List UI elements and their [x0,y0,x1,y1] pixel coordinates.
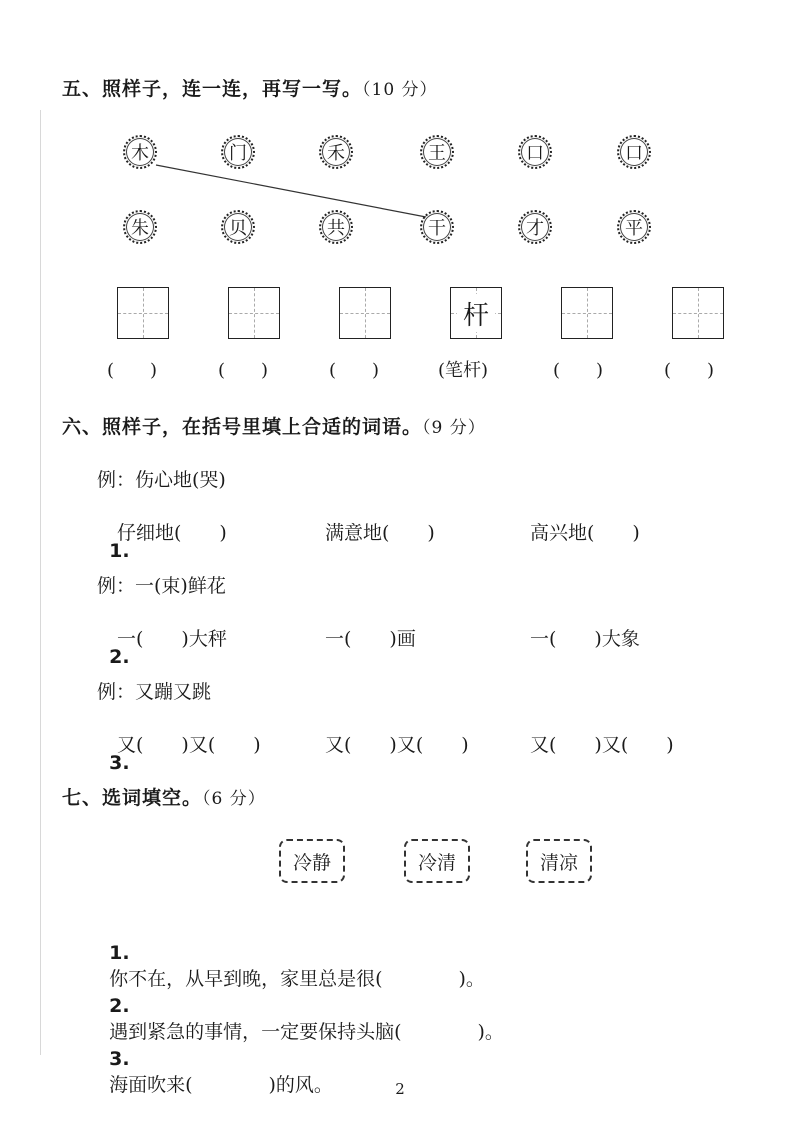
bottom-char-badge[interactable]: 才 [518,210,552,244]
example-line: 例：伤心地(哭) [97,469,226,491]
grid-example-char: 杆 [457,294,495,332]
section5-title: 五、照样子，连一连，再写一写。 [62,78,363,100]
section6-title: 六、照样子，在括号里填上合适的词语。 [62,416,423,438]
answer-blank[interactable]: ( ) [107,360,158,381]
question-text: 你不在，从早到晚，家里总是很( )。 [109,968,485,990]
bottom-char-badge[interactable]: 贝 [221,210,255,244]
fill-blank-item[interactable]: 一( )画 [325,628,416,650]
section6-heading [62,412,486,439]
top-char-badge[interactable]: 门 [221,135,255,169]
bottom-char-badge[interactable]: 共 [319,210,353,244]
example-line: 例：一(束)鲜花 [97,575,226,597]
answer-blank[interactable]: ( ) [329,360,380,381]
fill-blank-item[interactable]: 仔细地( ) [117,522,227,544]
word-choice-box[interactable]: 清凉 [526,839,592,883]
fill-blank-item[interactable]: 满意地( ) [325,522,435,544]
fill-blank-item[interactable]: 一( )大秤 [117,628,227,650]
question-number: 1. [109,540,130,562]
fill-blank-item[interactable]: 一( )大象 [530,628,640,650]
word-choice-box[interactable]: 冷清 [404,839,470,883]
fill-blank-item[interactable]: 又( )又( ) [530,734,674,756]
question-number: 1. [109,942,130,964]
question-number: 3. [109,752,130,774]
question-text: 海面吹来( )的风。 [109,1074,333,1096]
section7-points: （6 分） [202,789,266,809]
question-number: 2. [109,646,130,668]
top-char-badge[interactable]: 禾 [319,135,353,169]
section7-heading [62,783,266,810]
page-number: 2 [395,1080,405,1098]
bottom-char-badge[interactable]: 平 [617,210,651,244]
example-line: 例：又蹦又跳 [97,681,212,703]
top-char-badge[interactable]: 口 [617,135,651,169]
fill-blank-item[interactable]: 又( )又( ) [117,734,261,756]
top-char-badge[interactable]: 木 [123,135,157,169]
writing-grid-box[interactable] [450,287,502,339]
section7-title: 七、选词填空。 [62,787,203,809]
section5-points: （10 分） [362,80,438,100]
question-number: 3. [109,1048,130,1070]
bottom-char-badge[interactable]: 干 [420,210,454,244]
writing-grid-box[interactable] [672,287,724,339]
answer-example: (笔杆) [438,360,489,381]
writing-grid-box[interactable] [339,287,391,339]
writing-grid-box[interactable] [228,287,280,339]
top-char-badge[interactable]: 口 [518,135,552,169]
section6-points: （9 分） [422,418,486,438]
fill-blank-item[interactable]: 高兴地( ) [530,522,640,544]
bottom-char-badge[interactable]: 朱 [123,210,157,244]
top-char-badge[interactable]: 王 [420,135,454,169]
answer-blank[interactable]: ( ) [553,360,604,381]
answer-blank[interactable]: ( ) [664,360,715,381]
question-number: 2. [109,995,130,1017]
writing-grid-box[interactable] [561,287,613,339]
example-connector-line [0,0,800,260]
fill-blank-item[interactable]: 又( )又( ) [325,734,469,756]
word-choice-box[interactable]: 冷静 [279,839,345,883]
question-text: 遇到紧急的事情，一定要保持头脑( )。 [109,1021,504,1043]
writing-grid-box[interactable] [117,287,169,339]
answer-blank[interactable]: ( ) [218,360,269,381]
